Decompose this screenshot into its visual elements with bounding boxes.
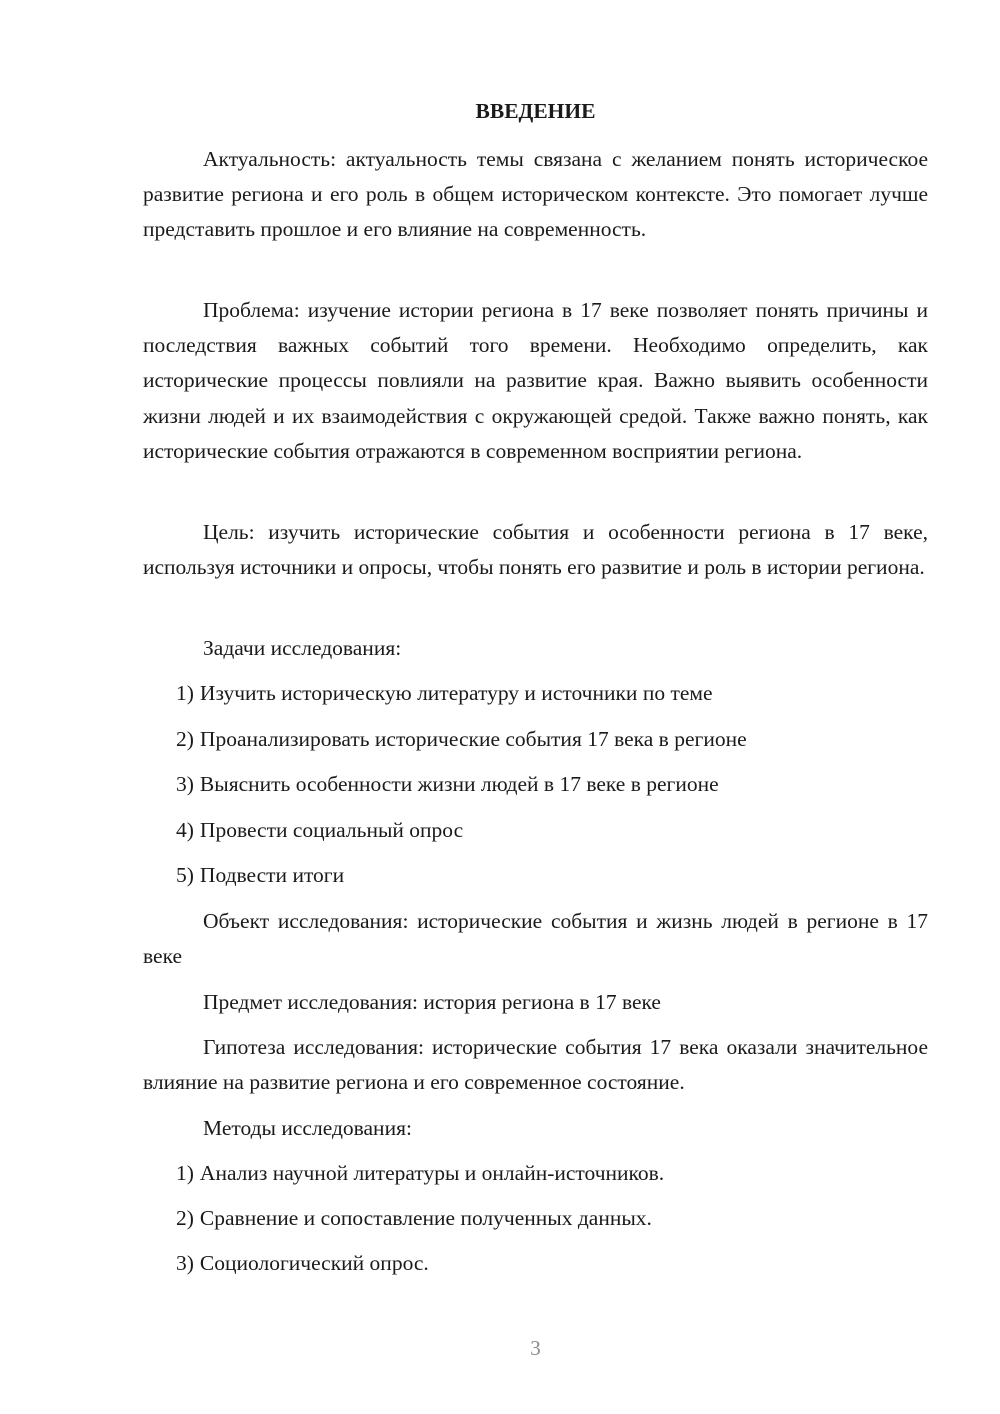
paragraph-object: Объект исследования: исторические события и жизнь людей в регионе в 17 веке (143, 909, 928, 969)
list-item (176, 1158, 928, 1188)
paragraph-hypothesis: Гипотеза исследования: исторические события 17 века оказали значительное влияние на развитие региона и его современное состояние. (143, 1035, 928, 1095)
list-item-number: 2) (176, 727, 194, 751)
list-item-text: Подвести итоги (199, 863, 345, 887)
paragraph-relevance: Актуальность: актуальность темы связана с желанием понять историческое развитие региона и его роль в общем историческом контексте. Это помогает лучше представить прошлое и его влияние на современность. (143, 147, 928, 242)
document-page (143, 0, 928, 1414)
list-item-number: 5) (176, 863, 194, 887)
list-item (176, 815, 928, 845)
list-item-text: Изучить историческую литературу и источники по теме (199, 681, 713, 705)
list-item (176, 860, 928, 890)
methods-heading: Методы исследования: (203, 1116, 412, 1140)
list-item (176, 724, 928, 754)
list-item-text: Провести социальный опрос (199, 818, 464, 842)
list-item-text: Социологический опрос. (199, 1251, 429, 1275)
paragraph-problem: Проблема: изучение истории региона в 17 веке позволяет понять причины и последствия важных событий того времени. Необходимо определить, как исторические процессы повлияли на развитие края. Важно выявить особенности жизни людей и их взаимодействия с окружающей средой. Также важно понять, как исторические события отражаются в современном восприятии региона. (143, 298, 928, 463)
list-item-text: Проанализировать исторические события 17 века в регионе (199, 727, 747, 751)
list-item-number: 1) (176, 1161, 194, 1185)
list-item-number: 1) (176, 681, 194, 705)
list-item (176, 678, 928, 708)
page-number: 3 (530, 1336, 541, 1360)
list-item (176, 1248, 928, 1278)
list-item-text: Анализ научной литературы и онлайн-источников. (199, 1161, 665, 1185)
list-item-text: Сравнение и сопоставление полученных данных. (199, 1206, 652, 1230)
tasks-heading: Задачи исследования: (203, 636, 402, 660)
list-item-number: 2) (176, 1206, 194, 1230)
section-title: ВВЕДЕНИЕ (475, 99, 596, 123)
list-item-number: 3) (176, 772, 194, 796)
list-item (176, 1203, 928, 1233)
list-item-text: Выяснить особенности жизни людей в 17 веке в регионе (199, 772, 719, 796)
paragraph-goal: Цель: изучить исторические события и особенности региона в 17 веке, используя источники и опросы, чтобы понять его развитие и роль в истории региона. (143, 520, 928, 580)
paragraph-subject: Предмет исследования: история региона в 17 веке (203, 990, 661, 1014)
list-item (176, 769, 928, 799)
list-item-number: 3) (176, 1251, 194, 1275)
list-item-number: 4) (176, 818, 194, 842)
